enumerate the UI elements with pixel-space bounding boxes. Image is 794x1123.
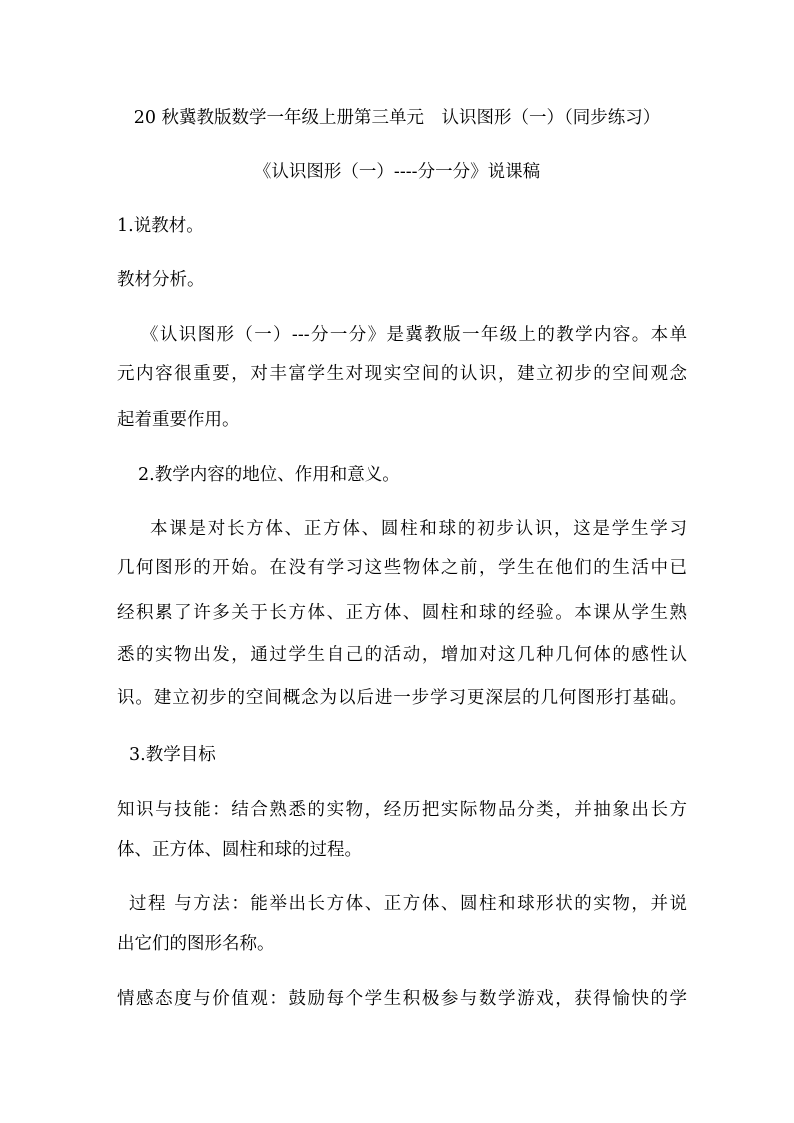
paragraph-line: 本课是对长方体、正方体、圆柱和球的初步认识，这是学生学习 xyxy=(150,519,687,539)
paragraph-line: 经积累了许多关于长方体、正方体、圆柱和球的经验。本课从学生熟 xyxy=(117,603,687,623)
document-title: 20 秋冀教版数学一年级上册第三单元 认识图形（一）（同步练习） xyxy=(133,108,661,128)
paragraph-line: 识。建立初步的空间概念为以后进一步学习更深层的几何图形打基础。 xyxy=(117,688,687,708)
paragraph-line: 几何图形的开始。在没有学习这些物体之前，学生在他们的生活中已 xyxy=(117,558,687,578)
document-subtitle: 《认识图形（一）----分一分》说课稿 xyxy=(253,162,541,182)
section-heading-content-position: 2.教学内容的地位、作用和意义。 xyxy=(138,465,400,485)
objective-line: 情感态度与价值观：鼓励每个学生积极参与数学游戏，获得愉快的学 xyxy=(117,989,687,1009)
section-heading-objectives: 3.教学目标 xyxy=(129,745,216,765)
paragraph-line: 起着重要作用。 xyxy=(117,410,240,430)
objective-line: 过程 与方法：能举出长方体、正方体、圆柱和球形状的实物，并说 xyxy=(129,894,687,914)
section-subheading-analysis: 教材分析。 xyxy=(117,270,205,290)
paragraph-line: 《认识图形（一）---分一分》是冀教版一年级上的教学内容。本单 xyxy=(141,325,687,345)
objective-line: 出它们的图形名称。 xyxy=(117,934,275,954)
objective-line: 知识与技能：结合熟悉的实物，经历把实际物品分类，并抽象出长方 xyxy=(117,800,687,820)
paragraph-line: 悉的实物出发，通过学生自己的活动，增加对这几种几何体的感性认 xyxy=(117,645,687,665)
objective-line: 体、正方体、圆柱和球的过程。 xyxy=(117,840,362,860)
section-heading-textbook: 1.说教材。 xyxy=(117,216,204,236)
paragraph-line: 元内容很重要，对丰富学生对现实空间的认识，建立初步的空间观念 xyxy=(117,364,687,384)
